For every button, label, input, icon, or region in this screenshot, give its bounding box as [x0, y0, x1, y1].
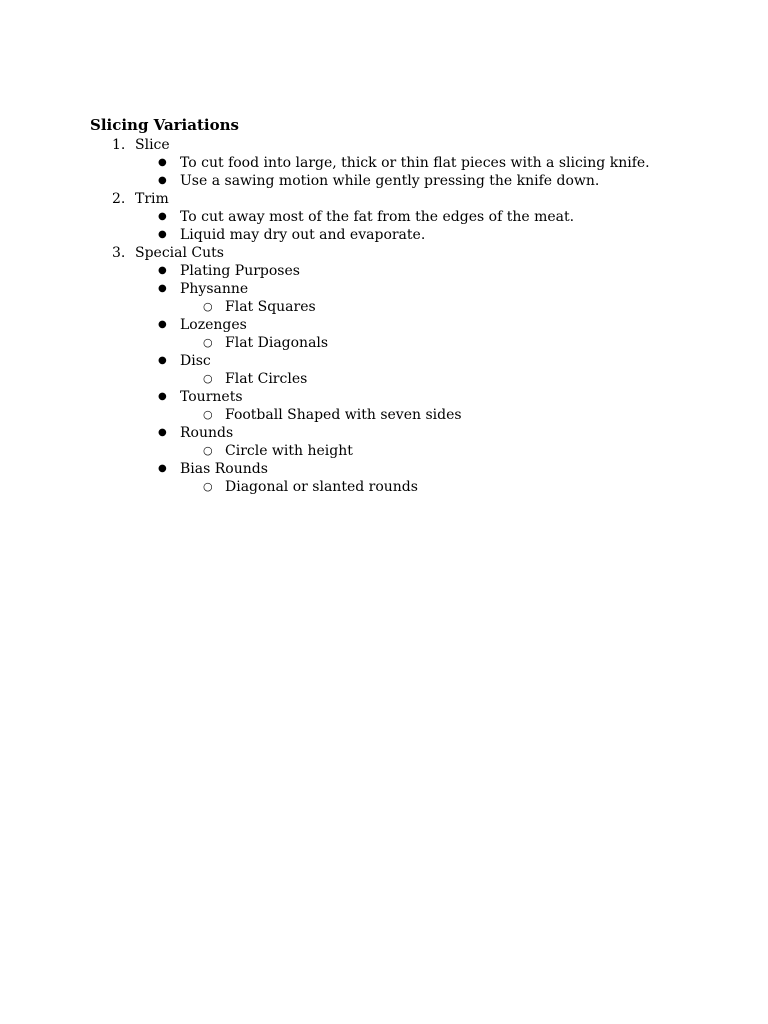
document-page [90, 114, 730, 496]
bullet-icon: ● [158, 175, 167, 186]
list-item [90, 280, 730, 298]
list-item-text: Physanne [180, 281, 249, 297]
list-item-text: Liquid may dry out and evaporate. [180, 227, 426, 243]
list-item-text: Lozenges [180, 317, 247, 333]
list-item-text: Flat Squares [225, 299, 316, 315]
list-number: 2. [112, 191, 126, 207]
bullet-icon: ● [158, 391, 167, 402]
list-item [90, 298, 730, 316]
bullet-icon: ● [158, 427, 167, 438]
list-item-text: Disc [180, 353, 211, 369]
list-item [90, 370, 730, 388]
list-item-text: Use a sawing motion while gently pressing the knife down. [180, 173, 600, 189]
list-item-text: To cut food into large, thick or thin flat pieces with a slicing knife. [180, 155, 650, 171]
circle-bullet-icon: ○ [203, 444, 213, 457]
list-item-label: Slice [135, 137, 170, 153]
bullet-icon: ● [158, 157, 167, 168]
list-item-text: To cut away most of the fat from the edges of the meat. [180, 209, 575, 225]
list-item-text: Football Shaped with seven sides [225, 407, 462, 423]
list-item-special-cuts [90, 244, 730, 262]
bullet-icon: ● [158, 229, 167, 240]
bullet-icon: ● [158, 355, 167, 366]
list-item [90, 460, 730, 478]
list-item [90, 424, 730, 442]
list-item-text: Diagonal or slanted rounds [225, 479, 418, 495]
list-item [90, 334, 730, 352]
bullet-icon: ● [158, 265, 167, 276]
list-item-slice [90, 136, 730, 154]
list-item-text: Rounds [180, 425, 234, 441]
bullet-icon: ● [158, 463, 167, 474]
circle-bullet-icon: ○ [203, 480, 213, 493]
list-number: 1. [112, 137, 126, 153]
circle-bullet-icon: ○ [203, 300, 213, 313]
list-item-label: Trim [135, 191, 169, 207]
bullet-icon: ● [158, 283, 167, 294]
list-item-text: Circle with height [225, 443, 353, 459]
list-item [90, 442, 730, 460]
list-item [90, 316, 730, 334]
list-item-text: Tournets [180, 389, 243, 405]
list-item [90, 478, 730, 496]
list-item-trim [90, 190, 730, 208]
document-title: Slicing Variations [90, 116, 239, 134]
list-item-text: Bias Rounds [180, 461, 268, 477]
circle-bullet-icon: ○ [203, 408, 213, 421]
list-item [90, 208, 730, 226]
list-item [90, 172, 730, 190]
list-item-text: Plating Purposes [180, 263, 300, 279]
list-item [90, 388, 730, 406]
list-item [90, 406, 730, 424]
circle-bullet-icon: ○ [203, 336, 213, 349]
bullet-icon: ● [158, 211, 167, 222]
list-item-label: Special Cuts [135, 245, 224, 261]
list-item [90, 226, 730, 244]
bullet-icon: ● [158, 319, 167, 330]
circle-bullet-icon: ○ [203, 372, 213, 385]
list-item [90, 262, 730, 280]
list-item-text: Flat Diagonals [225, 335, 329, 351]
list-number: 3. [112, 245, 126, 261]
list-item [90, 154, 730, 172]
list-item [90, 352, 730, 370]
list-item-text: Flat Circles [225, 371, 308, 387]
